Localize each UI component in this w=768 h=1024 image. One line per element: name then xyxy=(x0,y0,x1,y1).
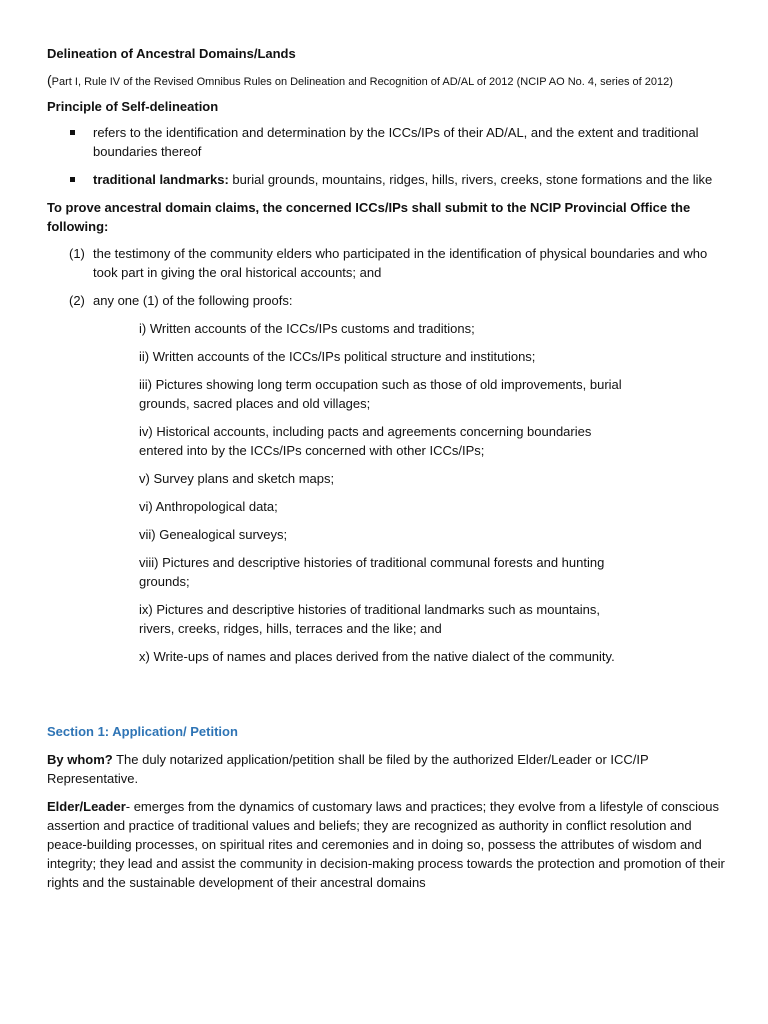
bullet-item xyxy=(47,170,727,189)
subtitle-text: Part I, Rule IV of the Revised Omnibus Rules on Delineation and Recognition of AD/AL of 2012 (NCIP AO No. 4, series of 2012) xyxy=(51,76,673,88)
document-subtitle xyxy=(47,72,727,90)
item-number: (2) xyxy=(69,293,85,308)
bullet-item xyxy=(47,123,727,161)
principle-bullet-list xyxy=(47,123,727,189)
elder-leader-paragraph xyxy=(47,797,727,892)
square-bullet-icon xyxy=(70,177,75,182)
principle-heading: Principle of Self-delineation xyxy=(47,99,219,114)
proof-item: iv) Historical accounts, including pacts and agreements concerning boundaries entered into by the ICCs/IPs concerned with other ICCs/IPs; xyxy=(139,424,592,458)
square-bullet-icon xyxy=(70,130,75,135)
proof-item: i) Written accounts of the ICCs/IPs customs and traditions; xyxy=(139,321,475,336)
proof-item: ix) Pictures and descriptive histories of traditional landmarks such as mountains, rivers, creeks, ridges, hills, terraces and the like; and xyxy=(139,602,600,636)
proof-item: viii) Pictures and descriptive histories of traditional communal forests and hunting grounds; xyxy=(139,555,605,589)
proof-item: iii) Pictures showing long term occupation such as those of old improvements, burial grounds, sacred places and old villages; xyxy=(139,377,622,411)
bullet-text: burial grounds, mountains, ridges, hills, rivers, creeks, stone formations and the like xyxy=(228,172,713,187)
numbered-item xyxy=(47,244,727,282)
bullet-text: refers to the identification and determination by the ICCs/IPs of their AD/AL, and the extent and traditional boundaries thereof xyxy=(93,125,699,159)
section-1-heading: Section 1: Application/ Petition xyxy=(47,724,238,739)
bullet-bold-term: traditional landmarks: xyxy=(93,172,229,187)
item-text: any one (1) of the following proofs: xyxy=(93,293,293,308)
proof-item: v) Survey plans and sketch maps; xyxy=(139,471,335,486)
prove-heading: To prove ancestral domain claims, the concerned ICCs/IPs shall submit to the NCIP Provincial Office the following: xyxy=(47,200,691,234)
numbered-item xyxy=(47,291,727,310)
elder-leader-label: Elder/Leader xyxy=(47,799,126,814)
by-whom-label: By whom? xyxy=(47,752,113,767)
requirements-list xyxy=(47,244,727,310)
item-number: (1) xyxy=(69,246,85,261)
document-title: Delineation of Ancestral Domains/Lands xyxy=(47,46,296,61)
elder-leader-text: - emerges from the dynamics of customary laws and practices; they evolve from a lifestyle of conscious assertion and practice of traditional values and beliefs; they are recognized as authority in conflict resolution and peace-building processes, on spiritual rites and ceremonies and in doing so, possess the attributes of wisdom and integrity; they lead and assist the community in decision-making process towards the protection and promotion of their rights and the sustainable development of their ancestral domains xyxy=(47,799,725,890)
document-page xyxy=(47,44,727,892)
item-text: the testimony of the community elders who participated in the identification of physical boundaries and who took part in giving the oral historical accounts; and xyxy=(93,246,708,280)
proof-item: vii) Genealogical surveys; xyxy=(139,527,288,542)
by-whom-paragraph xyxy=(47,750,727,788)
proof-item: ii) Written accounts of the ICCs/IPs political structure and institutions; xyxy=(139,349,536,364)
proof-item: vi) Anthropological data; xyxy=(139,499,278,514)
proof-item: x) Write-ups of names and places derived from the native dialect of the community. xyxy=(139,649,615,664)
proofs-list xyxy=(47,319,727,666)
by-whom-text: The duly notarized application/petition shall be filed by the authorized Elder/Leader or ICC/IP Representative. xyxy=(47,752,649,786)
subtitle-paren: ( xyxy=(47,72,52,88)
